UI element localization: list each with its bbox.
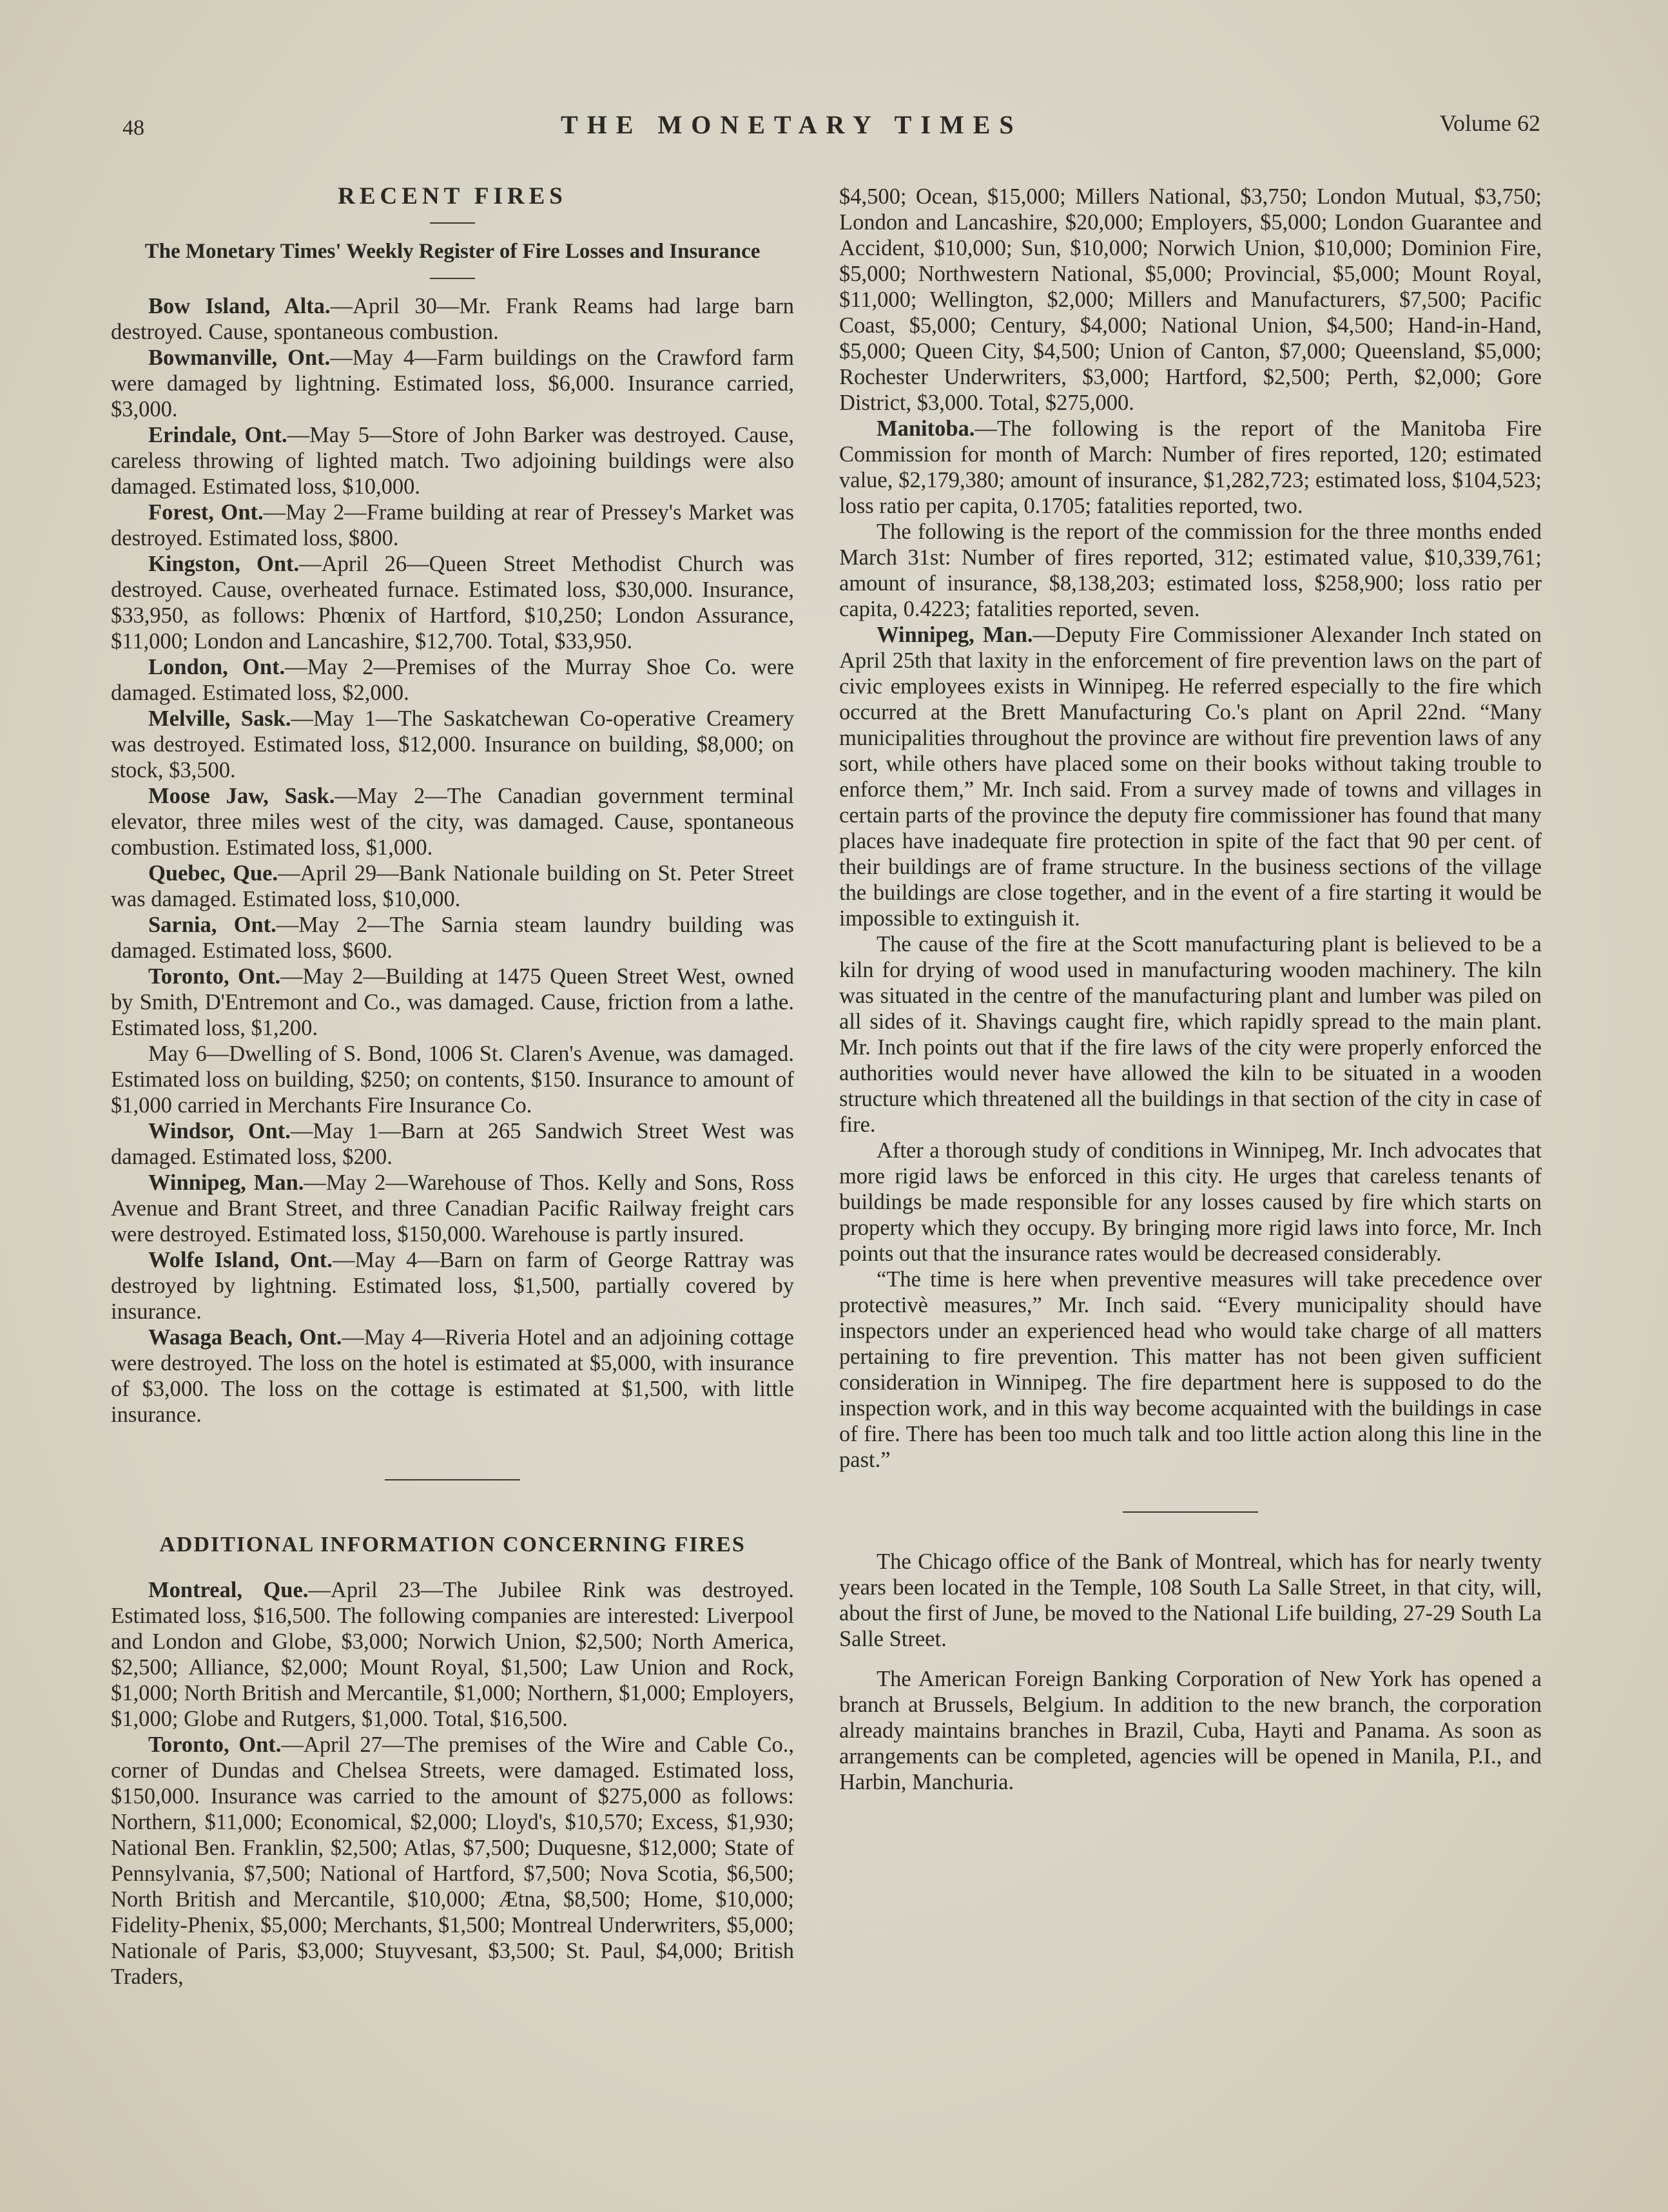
right-column bbox=[839, 184, 1542, 1795]
fire-entry bbox=[111, 500, 794, 551]
fire-entry bbox=[111, 1118, 794, 1170]
entry-place: Windsor, Ont. bbox=[148, 1119, 291, 1143]
entry-place: Forest, Ont. bbox=[148, 500, 264, 525]
entry-place: Winnipeg, Man. bbox=[877, 623, 1033, 647]
news-item: The Chicago office of the Bank of Montreal, which has for nearly twenty years been located in the Temple, 108 South La Salle Street, in that city, will, about the first of June, be moved to the National Life building, 27-29 South La Salle Street. bbox=[839, 1549, 1542, 1651]
entry-text: —May 4—Riveria Hotel and an adjoining cottage were destroyed. The loss on the hotel is estimated at $5,000, with insurance of $3,000. The loss on the cottage is estimated at $1,500, with little insurance. bbox=[111, 1325, 794, 1427]
paragraph: “The time is here when preventive measures will take precedence over protectivè measures,” Mr. Inch said. “Every municipality should have inspectors under an experienced head who would take charge of all matters pertaining to fire prevention. This matter has not been given sufficient consideration in Winnipeg. The fire department here is supposed to do the inspection work, and in this way become acquainted with the buildings in case of fire. There has been too much talk and too little action along this line in the past.” bbox=[839, 1267, 1542, 1472]
entry-place: Sarnia, Ont. bbox=[148, 913, 276, 937]
fire-entry bbox=[111, 1732, 794, 1990]
fire-entry bbox=[111, 422, 794, 500]
continued-text: $4,500; Ocean, $15,000; Millers National, $3,750; London Mutual, $3,750; London and Lancashire, $20,000; Employers, $5,000; London Guarantee and Accident, $10,000; Sun, $10,000; Norwich Union, $10,000; Dominion Fire, $5,000; Northwestern National, $5,000; Provincial, $5,000; Mount Royal, $11,000; Wellington, $2,000; Millers and Manufacturers, $7,500; Pacific Coast, $5,000; Century, $4,000; National Union, $4,500; Hand-in-Hand, $5,000; Queen City, $4,500; Union of Canton, $7,000; Queensland, $5,000; Rochester Underwriters, $3,000; Hartford, $2,500; Perth, $2,000; Gore District, $3,000. Total, $275,000. bbox=[839, 184, 1542, 415]
volume-label: Volume 62 bbox=[1439, 110, 1540, 136]
paragraph: The cause of the fire at the Scott manufacturing plant is believed to be a kiln for drying of wood used in manufacturing wooden machinery. The kiln was situated in the centre of the manufacturing plant and lumber was piled on all sides of it. Shavings caught fire, which rapidly spread to the main plant. Mr. Inch points out that if the fire laws of the city were properly enforced the authorities would never have allowed the kiln to be situated in a wooden structure which threatened all the buildings in that section of the city in case of fire. bbox=[839, 932, 1542, 1137]
entry-text: —April 30—Mr. Frank Reams had large barn destroyed. Cause, spontaneous combustion. bbox=[111, 294, 794, 344]
recent-fires-subtitle: The Monetary Times' Weekly Register of Fire Losses and Insurance bbox=[144, 240, 761, 263]
entry-text: —April 26—Queen Street Methodist Church was destroyed. Cause, overheated furnace. Estimated loss, $30,000. Insurance, $33,950, as follows: Phœnix of Hartford, $10,250; London Assurance, $11,000; London and Lancashire, $12,700. Total, $33,950. bbox=[111, 552, 794, 654]
entry-place: Winnipeg, Man. bbox=[148, 1170, 304, 1195]
entry-text: —Deputy Fire Commissioner Alexander Inch stated on April 25th that laxity in the enforcement of fire prevention laws on the part of civic employees exists in Winnipeg. He referred especially to the fire which occurred at the Brett Manufacturing Co.'s plant on April 22nd. “Many municipalities throughout the province are without fire prevention laws of any sort, while others have placed some on their books without taking trouble to enforce them,” Mr. Inch said. From a survey made of towns and villages in certain parts of the province the deputy fire commissioner has found that many places have inadequate fire protection in spite of the fact that 90 per cent. of their buildings are of frame structure. In the business sections of the village the buildings are close together, and in the event of a fire starting it would be impossible to extinguish it. bbox=[839, 623, 1542, 931]
entry-place: Toronto, Ont. bbox=[148, 964, 281, 989]
fire-entry bbox=[111, 345, 794, 422]
recent-fires-title: RECENT FIRES bbox=[338, 183, 567, 209]
entry-text: —May 2—Frame building at rear of Pressey's Market was destroyed. Estimated loss, $800. bbox=[111, 500, 794, 550]
additional-info-title: ADDITIONAL INFORMATION CONCERNING FIRES bbox=[159, 1533, 746, 1557]
entry-text: —April 27—The premises of the Wire and Cable Co., corner of Dundas and Chelsea Streets, were damaged. Estimated loss, $150,000. Insurance was carried to the amount of $275,000 as follows: Northern, $11,000; Economical, $2,000; Lloyd's, $10,570; Excess, $1,930; National Ben. Franklin, $2,500; Atlas, $7,500; Duquesne, $12,000; State of Pennsylvania, $7,500; National of Hartford, $7,500; Nova Scotia, $6,500; North British and Mercantile, $10,000; Ætna, $8,500; Home, $10,000; Fidelity-Phenix, $5,000; Merchants, $1,500; Montreal Underwriters, $5,000; Nationale of Paris, $3,000; Stuyvesant, $3,500; St. Paul, $4,000; British Traders, bbox=[111, 1732, 794, 1989]
paragraph: The following is the report of the commission for the three months ended March 31st: Number of fires reported, 312; estimated value, $10,339,761; amount of insurance, $8,138,203; estimated loss, $258,900; loss ratio per capita, 0.4223; fatalities reported, seven. bbox=[839, 519, 1542, 621]
entry-text: —May 5—Store of John Barker was destroyed. Cause, careless throwing of lighted match. Two adjoining buildings were also damaged. Estimated loss, $10,000. bbox=[111, 423, 794, 499]
entry-text: —May 2—Building at 1475 Queen Street West, owned by Smith, D'Entremont and Co., was damaged. Cause, friction from a lathe. Estimated loss, $1,200. bbox=[111, 964, 794, 1040]
entry-text: —May 1—Barn at 265 Sandwich Street West was damaged. Estimated loss, $200. bbox=[111, 1119, 795, 1169]
entry-place: Montreal, Que. bbox=[148, 1578, 309, 1602]
fire-entry bbox=[111, 912, 794, 964]
entry-text: —May 4—Farm buildings on the Crawford farm were damaged by lightning. Estimated loss, $6,000. Insurance carried, $3,000. bbox=[111, 345, 794, 422]
divider bbox=[430, 278, 475, 279]
news-item: The American Foreign Banking Corporation of New York has opened a branch at Brussels, Belgium. In addition to the new branch, the corporation already maintains branches in Brazil, Cuba, Hayti and Panama. As soon as arrangements can be completed, agencies will be opened in Manila, P.I., and Harbin, Manchuria. bbox=[839, 1667, 1542, 1794]
entry-place: London, Ont. bbox=[148, 655, 286, 679]
section-divider bbox=[1123, 1511, 1258, 1513]
entry-place: Wasaga Beach, Ont. bbox=[148, 1325, 342, 1350]
fire-entry bbox=[111, 551, 794, 654]
entry-text: —April 29—Bank Nationale building on St. Peter Street was damaged. Estimated loss, $10,000. bbox=[111, 861, 794, 911]
fire-entry bbox=[111, 1170, 794, 1247]
entry-text: —May 2—The Sarnia steam laundry building was damaged. Estimated loss, $600. bbox=[111, 913, 794, 963]
fire-entry bbox=[111, 293, 794, 345]
page-number: 48 bbox=[122, 116, 144, 140]
entry-text: —April 23—The Jubilee Rink was destroyed. Estimated loss, $16,500. The following companies are interested: Liverpool and London and Globe, $3,000; Norwich Union, $2,500; North America, $2,500; Alliance, $2,000; Mount Royal, $1,500; Law Union and Rock, $1,000; North British and Mercantile, $1,000; Northern, $1,000; Employers, $1,000; Globe and Rutgers, $1,000. Total, $16,500. bbox=[111, 1578, 794, 1731]
entry-text: —May 2—Premises of the Murray Shoe Co. were damaged. Estimated loss, $2,000. bbox=[111, 655, 794, 705]
fire-entry bbox=[111, 964, 794, 1041]
entry-place: Toronto, Ont. bbox=[148, 1732, 282, 1757]
entry-place: Wolfe Island, Ont. bbox=[148, 1248, 333, 1272]
fire-entry bbox=[839, 622, 1542, 931]
entry-text: —May 4—Barn on farm of George Rattray was destroyed by lightning. Estimated loss, $1,500, partially covered by insurance. bbox=[111, 1248, 794, 1324]
fire-entry bbox=[111, 783, 794, 860]
entry-text: —May 2—The Canadian government terminal elevator, three miles west of the city, was damaged. Cause, spontaneous combustion. Estimated loss, $1,000. bbox=[111, 784, 794, 860]
fire-entry bbox=[111, 706, 794, 783]
fire-entry bbox=[111, 1041, 794, 1118]
section-divider bbox=[385, 1479, 520, 1480]
divider bbox=[430, 222, 475, 224]
entry-place: Erindale, Ont. bbox=[148, 423, 287, 447]
entry-place: Kingston, Ont. bbox=[148, 552, 300, 576]
entry-text: May 6—Dwelling of S. Bond, 1006 St. Claren's Avenue, was damaged. Estimated loss on building, $250; on contents, $150. Insurance to amount of $1,000 carried in Merchants Fire Insurance Co. bbox=[111, 1042, 794, 1118]
fire-entry bbox=[111, 654, 794, 706]
entry-text: —May 2—Warehouse of Thos. Kelly and Sons, Ross Avenue and Brant Street, and three Canadian Pacific Railway freight cars were destroyed. Estimated loss, $150,000. Warehouse is partly insured. bbox=[111, 1170, 794, 1247]
page-header bbox=[122, 110, 1540, 148]
fire-entry bbox=[111, 860, 794, 912]
entry-place: Manitoba. bbox=[877, 416, 975, 441]
entry-place: Quebec, Que. bbox=[148, 861, 278, 886]
entry-place: Bow Island, Alta. bbox=[148, 294, 331, 318]
fire-entry bbox=[111, 1324, 794, 1428]
left-column bbox=[111, 184, 794, 1990]
paragraph: After a thorough study of conditions in Winnipeg, Mr. Inch advocates that more rigid laws be enforced in this city. He urges that careless tenants of buildings be made responsible for any losses caused by fire which starts on property which they occupy. By bringing more rigid laws into force, Mr. Inch points out that the insurance rates would be decreased considerably. bbox=[839, 1138, 1542, 1266]
publication-title: THE MONETARY TIMES bbox=[561, 110, 1023, 139]
fire-entry bbox=[839, 416, 1542, 519]
entry-place: Melville, Sask. bbox=[148, 706, 291, 731]
fire-entry bbox=[111, 1247, 794, 1324]
entry-text: —The following is the report of the Manitoba Fire Commission for month of March: Number of fires reported, 120; estimated value, $2,179,380; amount of insurance, $1,282,723; estimated loss, $104,523; loss ratio per capita, 0.1705; fatalities reported, two. bbox=[839, 416, 1542, 518]
entry-place: Moose Jaw, Sask. bbox=[148, 784, 335, 808]
fire-entries bbox=[111, 293, 794, 1428]
fire-entry bbox=[111, 1577, 794, 1732]
entry-place: Bowmanville, Ont. bbox=[148, 345, 331, 370]
entry-text: —May 1—The Saskatchewan Co-operative Creamery was destroyed. Estimated loss, $12,000. Insurance on building, $8,000; on stock, $3,500. bbox=[111, 706, 794, 782]
